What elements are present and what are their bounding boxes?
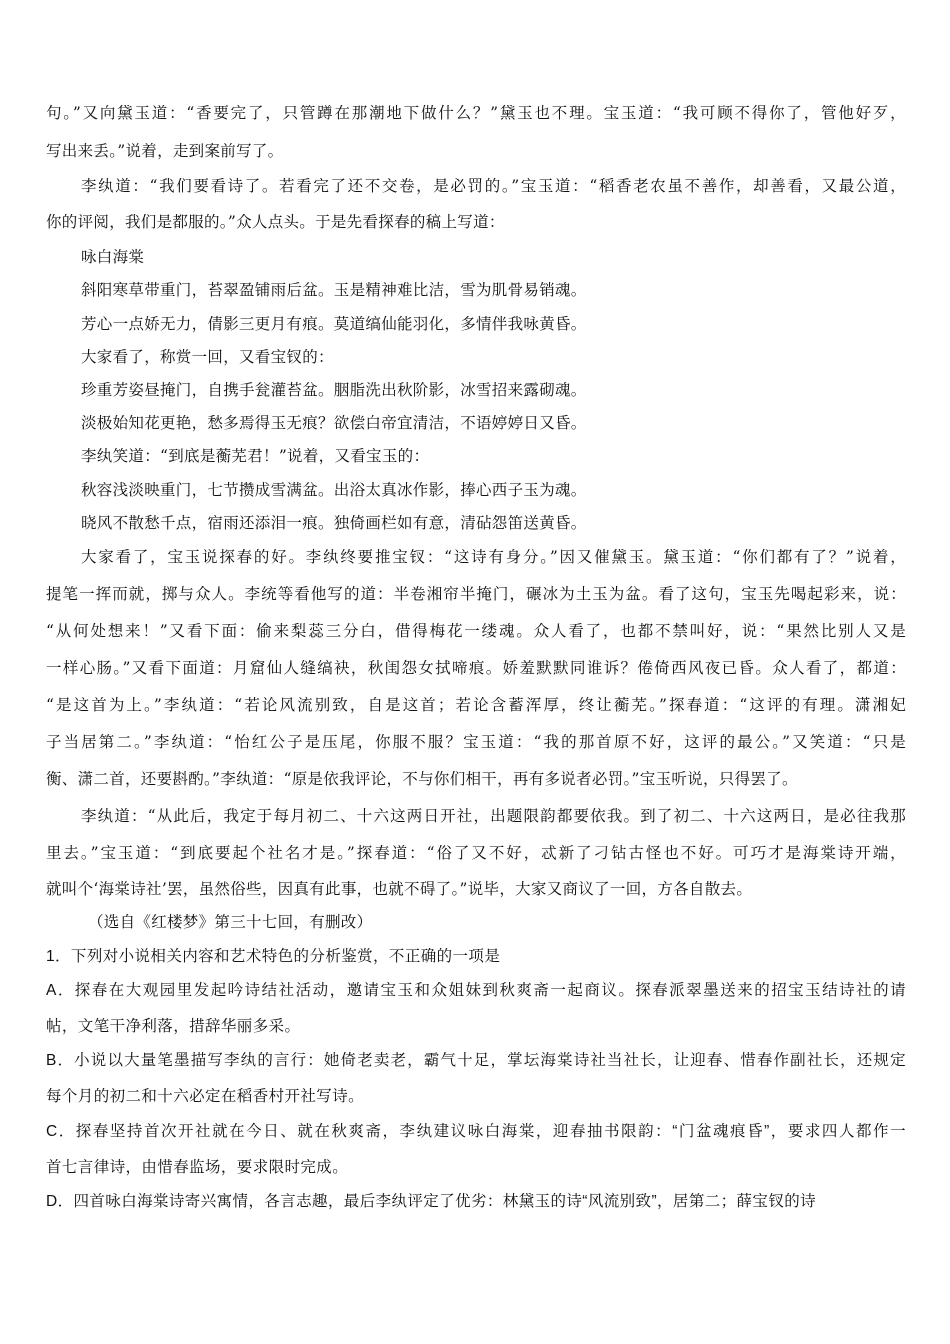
passage-line: 句。”又向黛玉道：“香要完了，只管蹲在那潮地下做什么？”黛玉也不理。宝玉道：“我可顾不得你了，管他好歹，: [46, 104, 906, 122]
poem-line: 秋容浅淡映重门，七节攒成雪满盆。出浴太真冰作影，捧心西子玉为魂。: [81, 481, 587, 499]
passage-line: 写出来丢。”说着，走到案前写了。: [46, 142, 284, 160]
passage-line: 一样心肠。”又看下面道：月窟仙人缝缟袂，秋闺怨女拭啼痕。娇羞默默同谁诉？倦倚西风夜已昏。众人看了，都道：: [46, 659, 906, 677]
option-c: C．探春坚持首次开社就在今日、就在秋爽斋，李纨建议咏白海棠，迎春抽书限韵：“门盆魂痕昏”，要求四人都作一: [46, 1123, 906, 1140]
passage-line: 子当居第二。”李纨道：“怡红公子是压尾，你服不服？宝玉道：“我的那首原不好，这评的最公。”又笑道：“只是: [46, 733, 906, 751]
passage-line: 李纨道：“我们要看诗了。若看完了还不交卷，是必罚的。”宝玉道：“稻香老农虽不善作，却善看，又最公道，: [81, 177, 906, 195]
passage-line: 提笔一挥而就，掷与众人。李统等看他写的道：半卷湘帘半掩门，碾冰为土玉为盆。看了这句，宝玉先喝起彩来，说：: [46, 585, 906, 603]
passage-line: 你的评阅，我们是都服的。”众人点头。于是先看探春的稿上写道：: [46, 213, 505, 231]
passage-line: 衡、潇二首，还要斟酌。”李纨道：“原是依我评论，不与你们相干，再有多说者必罚。”宝玉听说，只得罢了。: [46, 770, 798, 788]
poem-line: 斜阳寒草带重门，苔翠盈铺雨后盆。玉是精神难比洁，雪为肌骨易销魂。: [81, 281, 587, 299]
passage-line: 大家看了，宝玉说探春的好。李纨终要推宝钗：“这诗有身分。”因又催黛玉。黛玉道：“你们都有了？”说着，: [81, 548, 906, 566]
poem-line: 淡极始知花更艳，愁多焉得玉无痕？欲偿白帝宜清洁，不语婷婷日又昏。: [81, 414, 587, 432]
poem-line: 芳心一点娇无力，倩影三更月有痕。莫道缟仙能羽化，多情伴我咏黄昏。: [81, 315, 587, 333]
option-d: D．四首咏白海棠诗寄兴寓情，各言志趣，最后李纨评定了优劣：林黛玉的诗“风流别致”，居第二；薛宝钗的诗: [46, 1193, 817, 1210]
option-c-cont: 首七言律诗，由惜春监场，要求限时完成。: [46, 1159, 349, 1176]
passage-line: 李纨笑道：“到底是蘅芜君！”说着，又看宝玉的：: [81, 447, 430, 465]
source-note: （选自《红楼梦》第三十七回，有删改）: [88, 913, 373, 931]
poem-title: 咏白海棠: [81, 248, 145, 266]
option-a-cont: 帖，文笔干净利落，措辞华丽多采。: [46, 1018, 301, 1035]
poem-line: 珍重芳姿昼掩门，自携手瓮灌苔盆。胭脂洗出秋阶影，冰雪招来露砌魂。: [81, 381, 587, 399]
question-stem: 1．下列对小说相关内容和艺术特色的分析鉴赏，不正确的一项是: [46, 948, 501, 965]
passage-line: 大家看了，称赏一回，又看宝钗的：: [81, 348, 334, 366]
passage-line: “是这首为上。”李纨道：“若论风流别致，自是这首；若论含蓄浑厚，终让蘅芜。”探春道：“这评的有理。潇湘妃: [46, 696, 906, 714]
passage-line: 就叫个‘海棠诗社’罢，虽然俗些，因真有此事，也就不碍了。”说毕，大家又商议了一回，方各自散去。: [46, 880, 753, 898]
poem-line: 晓风不散愁千点，宿雨还添泪一痕。独倚画栏如有意，清砧怨笛送黄昏。: [81, 514, 587, 532]
passage-line: “从何处想来！”又看下面：偷来梨蕊三分白，借得梅花一缕魂。众人看了，也都不禁叫好，说：“果然比别人又是: [46, 622, 906, 640]
option-b-cont: 每个月的初二和十六必定在稻香村开社写诗。: [46, 1088, 365, 1105]
passage-line: 里去。”宝玉道：“到底要起个社名才是。”探春道：“俗了又不好，忒新了刁钻古怪也不好。可巧才是海棠诗开端，: [46, 844, 906, 862]
option-a: A．探春在大观园里发起吟诗结社活动，邀请宝玉和众姐妹到秋爽斋一起商议。探春派翠墨送来的招宝玉结诗社的请: [46, 982, 906, 999]
option-b: B．小说以大量笔墨描写李纨的言行：她倚老卖老，霸气十足，掌坛海棠诗社当社长，让迎春、惜春作副社长，还规定: [46, 1052, 906, 1069]
passage-line: 李纨道：“从此后，我定于每月初二、十六这两日开社，出题限韵都要依我。到了初二、十六这两日，是必往我那: [81, 807, 906, 825]
